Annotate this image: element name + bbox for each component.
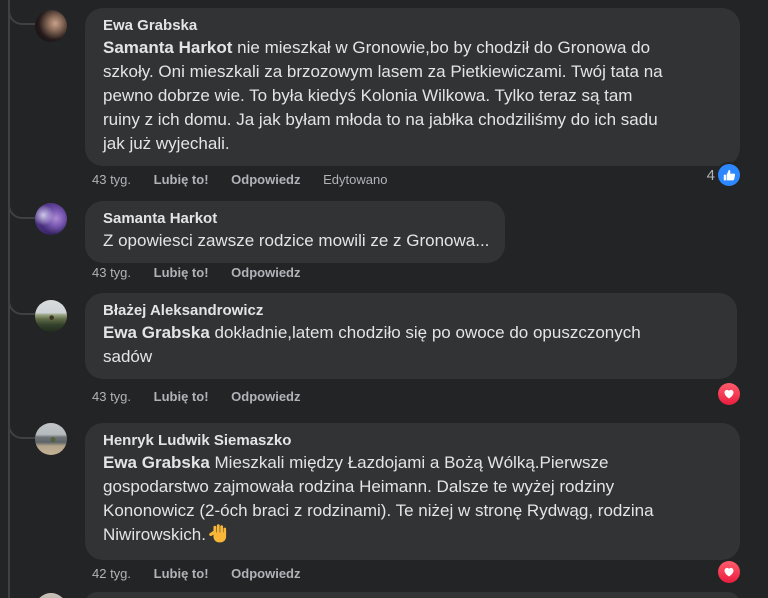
thread-connector: [8, 10, 35, 25]
comment-text: Samanta Harkot nie mieszkał w Gronowie,bo by chodził do Gronowa do szkoły. Oni mieszkali za brzozowym lasem za Pietkiewiczami. Twój tata na pewno dobrze wie. To była kiedyś Kolonia Wilkowa. Tylko teraz są tam ruiny z ich domu. Ja jak byłam młoda to na jabłka chodziliśmy do ich sadu jak już wyjechali.: [103, 38, 663, 153]
comment-actions: [92, 264, 320, 282]
like-icon: [718, 164, 740, 186]
comment-text: Ewa Grabska dokładnie,latem chodziło się po owoce do opuszczonych sadów: [103, 323, 641, 366]
comment-bubble: [85, 592, 740, 598]
reply-button[interactable]: Odpowiedz: [231, 265, 301, 280]
edited-label: Edytowano: [323, 172, 388, 187]
reply-button[interactable]: Odpowiedz: [231, 172, 301, 187]
comment-timestamp: 43 tyg.: [92, 172, 132, 187]
avatar[interactable]: [35, 203, 67, 235]
avatar[interactable]: [35, 423, 67, 455]
reaction-badge[interactable]: [718, 561, 740, 583]
comment-timestamp: 43 tyg.: [92, 389, 132, 404]
comment-timestamp: 43 tyg.: [92, 265, 132, 280]
comment-bubble: [85, 8, 740, 166]
love-icon: [718, 383, 740, 405]
comment-bubble: [85, 293, 737, 379]
comment-author[interactable]: Ewa Grabska: [103, 17, 198, 34]
reply-button[interactable]: Odpowiedz: [231, 566, 301, 581]
comment-timestamp: 42 tyg.: [92, 566, 132, 581]
comment-bubble: [85, 423, 740, 560]
raised-hand-emoji: [209, 524, 228, 550]
mention-link[interactable]: Ewa Grabska: [103, 453, 210, 472]
comment-bubble: [85, 201, 505, 263]
thread-connector: [8, 204, 35, 219]
avatar[interactable]: [35, 10, 67, 42]
mention-link[interactable]: Ewa Grabska: [103, 323, 210, 342]
avatar[interactable]: [35, 300, 67, 332]
like-button[interactable]: Lubię to!: [153, 265, 209, 280]
comment-author[interactable]: Henryk Ludwik Siemaszko: [103, 432, 292, 449]
reaction-badge[interactable]: [707, 164, 740, 186]
comment-text: Z opowiesci zawsze rodzice mowili ze z Gronowa...: [103, 231, 490, 250]
reaction-badge[interactable]: [718, 383, 740, 405]
like-button[interactable]: Lubię to!: [153, 566, 209, 581]
thread-connector: [8, 300, 35, 315]
comment-author[interactable]: Samanta Harkot: [103, 210, 218, 227]
reaction-count: 4: [706, 166, 715, 184]
mention-link[interactable]: Samanta Harkot: [103, 38, 233, 57]
thread-line: [8, 0, 10, 598]
comment-actions: [92, 388, 320, 406]
reply-button[interactable]: Odpowiedz: [231, 389, 301, 404]
avatar[interactable]: [35, 593, 67, 598]
comment-actions: [92, 565, 320, 583]
comment-text: Ewa Grabska Mieszkali między Łazdojami a Bożą Wólką.Pierwsze gospodarstwo zajmowała rodzina Heimann. Dalsze te wyżej rodziny Kononowicz (2-óch braci z rodzinami). Te niżej w stronę Rydwąg, rodzina Niwirowskich.: [103, 451, 665, 550]
like-button[interactable]: Lubię to!: [153, 172, 209, 187]
comment-actions: [92, 171, 406, 189]
comment-author[interactable]: Błażej Aleksandrowicz: [103, 302, 264, 319]
thread-connector: [8, 424, 35, 439]
like-button[interactable]: Lubię to!: [153, 389, 209, 404]
love-icon: [718, 561, 740, 583]
